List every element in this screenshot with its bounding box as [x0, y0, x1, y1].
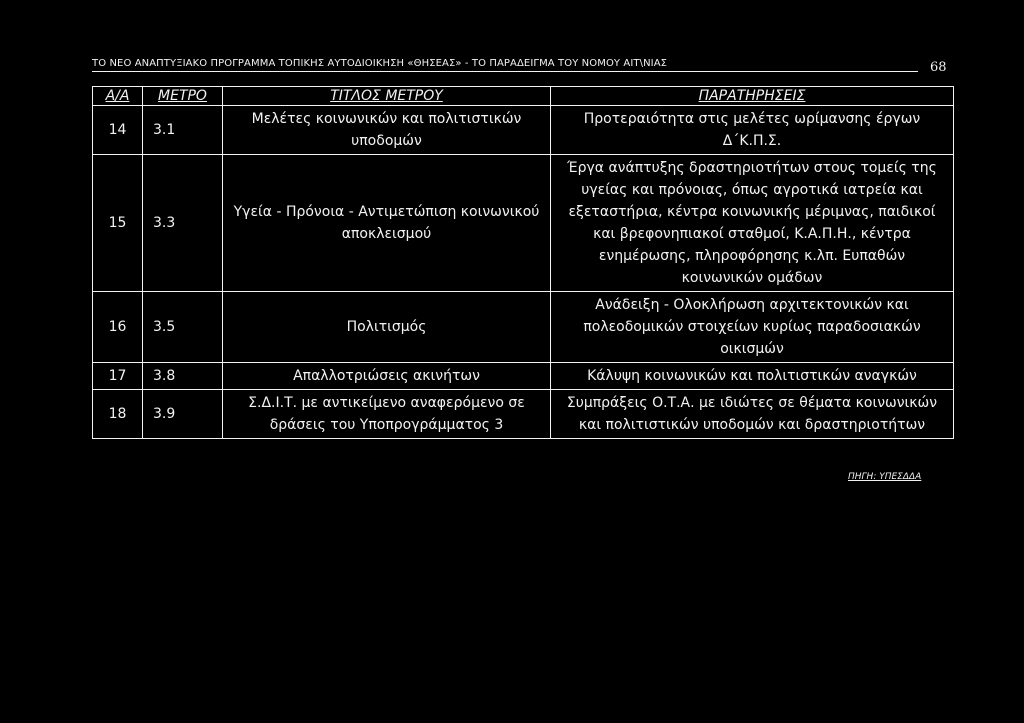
- table-row: [93, 363, 954, 390]
- column-header-title: ΤΙΤΛΟΣ ΜΕΤΡΟΥ: [223, 87, 551, 106]
- table-header-row: [93, 87, 954, 106]
- measures-table: [92, 86, 954, 439]
- row-number: 17: [93, 363, 143, 390]
- row-number: 18: [93, 390, 143, 439]
- table-row: [93, 106, 954, 155]
- measure-title: Σ.Δ.Ι.Τ. με αντικείμενο αναφερόμενο σε δράσεις του Υποπρογράμματος 3: [223, 390, 551, 439]
- measure-title: Πολιτισμός: [223, 292, 551, 363]
- table-row: [93, 390, 954, 439]
- measure-code: 3.1: [143, 106, 223, 155]
- measure-code: 3.9: [143, 390, 223, 439]
- measure-notes: Προτεραιότητα στις μελέτες ωρίμανσης έργων Δ΄Κ.Π.Σ.: [551, 106, 954, 155]
- measure-title: Μελέτες κοινωνικών και πολιτιστικών υποδομών: [223, 106, 551, 155]
- running-header: ΤΟ ΝΕΟ ΑΝΑΠΤΥΞΙΑΚΟ ΠΡΟΓΡΑΜΜΑ ΤΟΠΙΚΗΣ ΑΥΤΟΔΙΟΙΚΗΣΗ «ΘΗΣΕΑΣ» - ΤΟ ΠΑΡΑΔΕΙΓΜΑ ΤΟΥ ΝΟΜΟΥ ΑΙΤ\ΝΙΑΣ: [92, 58, 668, 69]
- table-row: [93, 155, 954, 292]
- row-number: 15: [93, 155, 143, 292]
- row-number: 14: [93, 106, 143, 155]
- measure-code: 3.3: [143, 155, 223, 292]
- table-row: [93, 292, 954, 363]
- row-number: 16: [93, 292, 143, 363]
- column-header-notes: ΠΑΡΑΤΗΡΗΣΕΙΣ: [551, 87, 954, 106]
- header-rule: [92, 71, 918, 72]
- measure-notes: Ανάδειξη - Ολοκλήρωση αρχιτεκτονικών και πολεοδομικών στοιχείων κυρίως παραδοσιακών οικισμών: [551, 292, 954, 363]
- measure-title: Απαλλοτριώσεις ακινήτων: [223, 363, 551, 390]
- page-number: 68: [930, 60, 947, 75]
- source-note: ΠΗΓΗ: ΥΠΕΣΔΔΑ: [848, 472, 922, 482]
- column-header-no: Α/Α: [93, 87, 143, 106]
- measure-notes: Συμπράξεις Ο.Τ.Α. με ιδιώτες σε θέματα κοινωνικών και πολιτιστικών υποδομών και δραστηριοτήτων: [551, 390, 954, 439]
- column-header-measure: ΜΕΤΡΟ: [143, 87, 223, 106]
- measure-notes: Έργα ανάπτυξης δραστηριοτήτων στους τομείς της υγείας και πρόνοιας, όπως αγροτικά ιατρεία και εξεταστήρια, κέντρα κοινωνικής μέριμνας, παιδικοί και βρεφονηπιακοί σταθμοί, Κ.Α.Π.Η., κέντρα ενημέρωσης, πληροφόρησης κ.λπ. Ευπαθών κοινωνικών ομάδων: [551, 155, 954, 292]
- measure-notes: Κάλυψη κοινωνικών και πολιτιστικών αναγκών: [551, 363, 954, 390]
- measure-code: 3.8: [143, 363, 223, 390]
- measure-title: Υγεία - Πρόνοια - Αντιμετώπιση κοινωνικού αποκλεισμού: [223, 155, 551, 292]
- measure-code: 3.5: [143, 292, 223, 363]
